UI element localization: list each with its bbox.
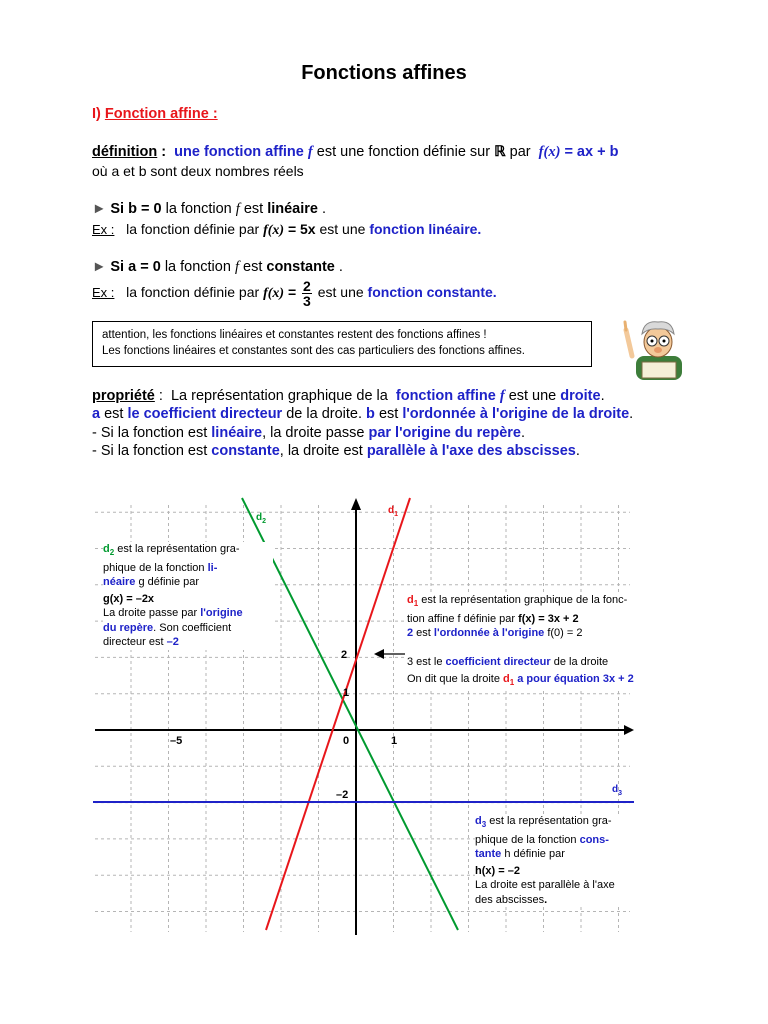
example-fx: f(x) xyxy=(263,286,285,302)
definition-label: définition xyxy=(92,144,158,160)
coef-b: b xyxy=(366,406,375,422)
caption-d3-cons: cons- xyxy=(579,833,609,846)
caption-d2-li: li- xyxy=(207,561,218,574)
label-d2: $d_2$ xyxy=(256,512,267,525)
property-text-2: est une xyxy=(508,388,557,404)
example-formula: = 5x xyxy=(287,221,316,237)
arrow-icon: ► xyxy=(92,259,107,275)
example-result: fonction linéaire. xyxy=(369,221,482,237)
property-f: f xyxy=(499,388,505,404)
caption-d2-sub: 2 xyxy=(109,548,115,558)
caption-d2-text-3: g définie par xyxy=(135,576,200,589)
caption-d1-eq-formula: 3x + 2 xyxy=(602,673,634,686)
caption-d3-text-3: h définie par xyxy=(501,848,565,861)
caption-d3-tante: tante xyxy=(475,848,502,861)
tick-origin: 0 xyxy=(343,735,350,747)
case-linear-f: f xyxy=(235,201,240,217)
caption-d2-text: est la représentation gra- xyxy=(114,543,240,555)
case-linear-end: . xyxy=(317,201,327,217)
case-constant-est: est xyxy=(243,259,263,275)
line-d1 xyxy=(266,498,410,930)
example-text: la fonction définie par xyxy=(126,221,260,237)
caption-d2-origine: l'origine xyxy=(200,607,243,620)
caption-d1-formula: f(x) = 3x + 2 xyxy=(518,612,579,625)
tick-x-1: 1 xyxy=(391,735,398,747)
case-linear-est: est xyxy=(243,201,264,217)
caption-d1-d: d xyxy=(407,594,414,606)
property-text: La représentation graphique de la xyxy=(170,388,388,404)
property-origine: par l'origine du repère xyxy=(368,425,521,441)
example-text-2: est une xyxy=(317,284,364,301)
property-text-7: , la droite est xyxy=(279,443,363,459)
property-constante: constante xyxy=(211,443,280,459)
property-colon: : xyxy=(154,388,163,404)
caption-d1-d-2: d xyxy=(503,673,510,686)
caption-d3 xyxy=(475,814,645,907)
caption-d2-repere: du repère xyxy=(103,621,154,634)
caption-d2 xyxy=(103,542,273,650)
case-linear-condition: Si b = 0 xyxy=(110,201,162,217)
line-d2 xyxy=(242,498,458,930)
property-est: est xyxy=(104,406,124,422)
caption-d3-text: est la représentation gra- xyxy=(486,815,612,827)
caption-d1-ordonnee: l'ordonnée à l'origine xyxy=(433,627,545,640)
caption-d3-text-5: des abscisses xyxy=(475,893,545,906)
caption-d2-neaire: néaire xyxy=(103,576,136,589)
caption-d3-formula: h(x) = –2 xyxy=(475,864,520,877)
section-label: Fonction affine : xyxy=(104,106,218,122)
caption-d1-equation: a pour équation xyxy=(514,673,603,686)
case-constant-word: constante xyxy=(266,259,335,275)
caption-d3-text-4: La droite est parallèle à l'axe xyxy=(475,879,615,892)
y-axis-arrow-icon xyxy=(351,498,361,510)
example-fx: f(x) xyxy=(263,223,285,238)
caption-d1 xyxy=(407,593,697,691)
label-d1: $d_1$ xyxy=(388,505,399,518)
definition-colon: : xyxy=(157,144,167,160)
definition-fx: f(x) xyxy=(538,144,561,160)
case-constant-f: f xyxy=(234,259,239,275)
caption-d1-est: est xyxy=(413,627,434,640)
caption-d1-two: 2 xyxy=(407,627,414,640)
section-number: I) xyxy=(92,106,101,122)
definition-term: une fonction affine xyxy=(174,144,304,160)
arrow-icon: ► xyxy=(92,201,107,217)
tick-x-neg5: –5 xyxy=(170,735,183,747)
case-linear-text: la fonction xyxy=(165,201,232,217)
x-axis-arrow-icon xyxy=(624,725,634,735)
caption-d2-text-4: La droite passe par xyxy=(103,607,201,620)
tick-y-neg2: –2 xyxy=(336,789,349,801)
property-dot-2: . xyxy=(629,406,634,422)
caption-d2-d: d xyxy=(103,543,110,555)
caption-d1-text-4: de la droite xyxy=(550,655,609,668)
coef-a: a xyxy=(92,406,101,422)
caption-d1-sub: 1 xyxy=(413,599,419,609)
tick-y-2: 2 xyxy=(341,649,348,661)
property-text-3: de la droite. xyxy=(286,406,363,422)
property-est-2: est xyxy=(378,406,399,422)
case-constant-condition: Si a = 0 xyxy=(110,259,161,275)
label-d3: $d_3$ xyxy=(612,784,623,797)
example-result: fonction constante. xyxy=(367,284,497,301)
property-dot-3: . xyxy=(520,425,526,441)
example-text: la fonction définie par xyxy=(126,284,260,301)
definition-formula: = ax + b xyxy=(564,144,619,160)
property-lineaire: linéaire xyxy=(211,425,263,441)
property-dot-4: . xyxy=(575,443,580,459)
fraction-denominator: 3 xyxy=(303,293,311,309)
caption-d1-text-2: tion affine f définie par xyxy=(407,612,519,625)
definition-text: est une fonction définie sur xyxy=(316,144,491,160)
example-label: Ex : xyxy=(92,222,115,237)
case-constant-text: la fonction xyxy=(164,259,231,275)
caption-d2-coef: –2 xyxy=(166,636,179,649)
note-line-1: attention, les fonctions linéaires et constantes restent des fonctions affines ! xyxy=(102,329,487,341)
caption-d1-text-5: On dit que la droite xyxy=(407,673,504,686)
definition-line-2: où a et b sont deux nombres réels xyxy=(92,163,304,179)
property-text-6: - Si la fonction est xyxy=(92,443,208,459)
ordonnee-origine: l'ordonnée à l'origine de la droite xyxy=(402,406,630,422)
note-line-2: Les fonctions linéaires et constantes sont des cas particuliers des fonctions affines. xyxy=(102,345,525,357)
caption-d1-coef: coefficient directeur xyxy=(445,655,551,668)
caption-d3-dot: . xyxy=(544,893,548,906)
property-term: fonction affine xyxy=(395,388,496,404)
caption-d1-sub-2: 1 xyxy=(509,678,515,688)
property-droite: droite xyxy=(560,388,601,404)
caption-d2-text-5: . Son coefficient xyxy=(153,621,232,634)
definition-par: par xyxy=(509,144,531,160)
definition-f: f xyxy=(307,144,313,160)
property-text-4: - Si la fonction est xyxy=(92,425,208,441)
caption-d1-f0: f(0) = 2 xyxy=(544,627,583,640)
caption-d1-text: est la représentation graphique de la fonc- xyxy=(418,594,628,606)
example-equals: = xyxy=(287,284,297,301)
caption-d1-text-3: 3 est le xyxy=(407,655,446,668)
caption-d2-text-2: phique de la fonction xyxy=(103,561,208,574)
caption-d2-formula: g(x) = –2x xyxy=(103,592,155,605)
example-text-2: est une xyxy=(319,221,366,237)
caption-d3-text-2: phique de la fonction xyxy=(475,833,580,846)
property-dot: . xyxy=(600,388,605,404)
caption-d3-sub: 3 xyxy=(481,820,487,830)
property-label: propriété xyxy=(92,388,155,404)
case-linear-word: linéaire xyxy=(267,201,318,217)
coef-directeur: le coefficient directeur xyxy=(127,406,283,422)
property-text-5: , la droite passe xyxy=(262,425,365,441)
caption-d3-d: d xyxy=(475,815,482,827)
fraction-numerator: 2 xyxy=(303,278,311,294)
case-constant-end: . xyxy=(334,259,343,275)
page-title: Fonctions affines xyxy=(301,62,467,84)
caption-d2-text-6: directeur est xyxy=(103,636,167,649)
reals-symbol: ℝ xyxy=(494,144,506,160)
tick-y-1: 1 xyxy=(343,687,350,699)
example-label: Ex : xyxy=(92,285,115,301)
property-parallele: parallèle à l'axe des abscisses xyxy=(366,443,576,459)
